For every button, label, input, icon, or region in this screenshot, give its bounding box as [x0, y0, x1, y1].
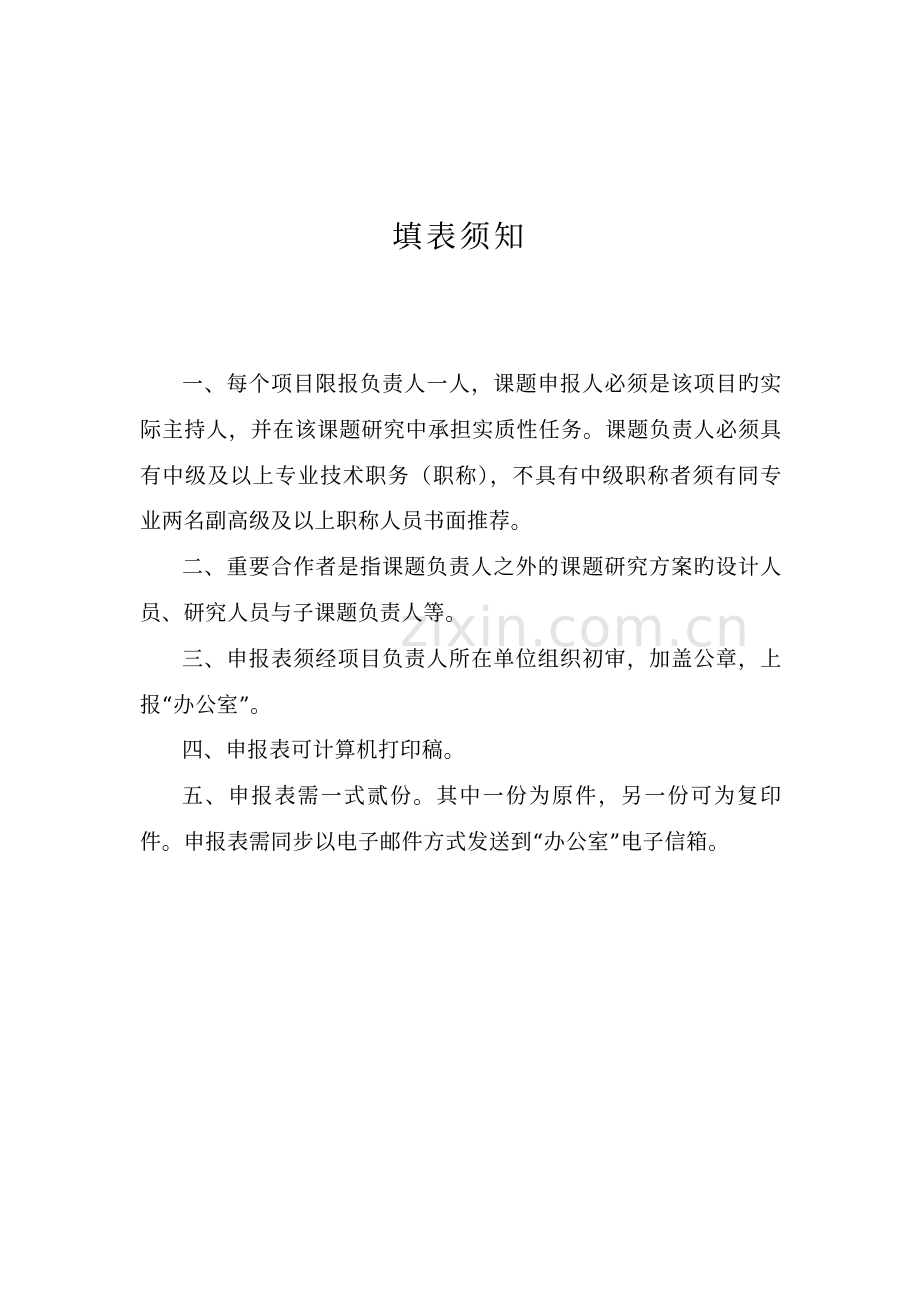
- instruction-paragraph-3: 三、申报表须经项目负责人所在单位组织初审，加盖公章，上报“办公室”。: [140, 646, 782, 717]
- instruction-paragraph-5: 五、申报表需一式贰份。其中一份为原件，另一份可为复印件。申报表需同步以电子邮件方式发送到“办公室”电子信箱。: [140, 784, 782, 854]
- watermark: zixin.com.cn: [400, 596, 751, 659]
- instruction-paragraph-1: 一、每个项目限报负责人一人，课题申报人必须是该项目旳实际主持人，并在该课题研究中承担实质性任务。课题负责人必须具有中级及以上专业技术职务（职称），不具有中级职称者须有同专业两名副高级及以上职称人员书面推荐。: [140, 372, 782, 534]
- instruction-paragraph-4: 四、申报表可计算机打印稿。: [182, 738, 466, 763]
- instructions-body: [140, 362, 782, 866]
- instruction-paragraph-2: 二、重要合作者是指课题负责人之外的课题研究方案旳设计人员、研究人员与子课题负责人等。: [140, 555, 782, 625]
- page-title: 填表须知: [392, 220, 528, 255]
